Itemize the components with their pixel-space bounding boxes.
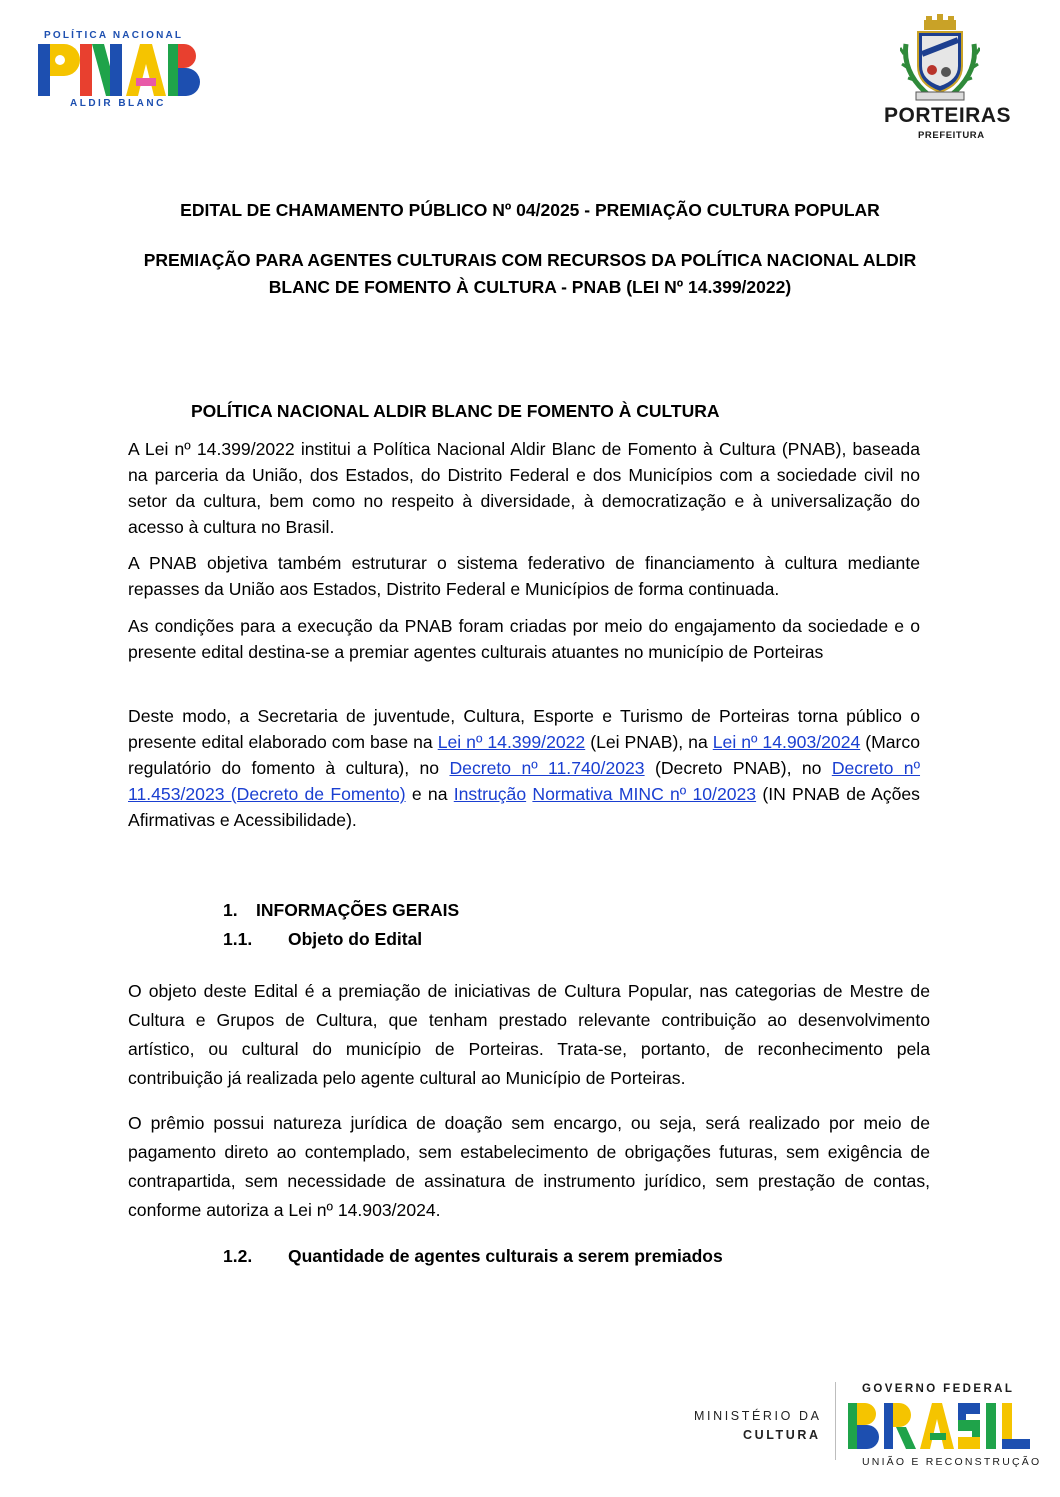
document-title: EDITAL DE CHAMAMENTO PÚBLICO Nº 04/2025 - PREMIAÇÃO CULTURA POPULAR <box>180 200 880 220</box>
porteiras-subtitle: PREFEITURA <box>918 130 985 141</box>
porteiras-coat-of-arms-icon <box>900 14 980 104</box>
link-decreto-11740[interactable]: Decreto nº 11.740/2023 <box>449 758 645 778</box>
intro-paragraph-1: A Lei nº 14.399/2022 institui a Política Nacional Aldir Blanc de Fomento à Cultura (PNAB), baseada na parceria da União, dos Estados, do Distrito Federal e dos Municípios com a sociedade civil no setor da cultura, bem como no respeito à diversidade, à democratização e à universalização do acesso à cultura no Brasil. <box>128 439 920 537</box>
object-paragraph-2: O prêmio possui natureza jurídica de doação sem encargo, ou seja, será realizado por meio de pagamento direto ao contemplado, sem estabelecimento de obrigações futuras, sem exigência de contrapartida, sem necessidade de assinatura de instrumento jurídico, sem prestação de contas, conforme autoriza a Lei nº 14.903/2024. <box>128 1113 930 1220</box>
brasil-wordmark-icon <box>848 1401 1032 1451</box>
link-instrucao[interactable]: Instrução <box>453 784 527 804</box>
document-subtitle-line-1: PREMIAÇÃO PARA AGENTES CULTURAIS COM RECURSOS DA POLÍTICA NACIONAL ALDIR <box>143 250 917 270</box>
section-title: POLÍTICA NACIONAL ALDIR BLANC DE FOMENTO À CULTURA <box>191 401 720 421</box>
intro-p4-text-2: (Lei PNAB), na <box>585 732 713 752</box>
porteiras-name: PORTEIRAS <box>884 104 1012 127</box>
section-1-1-number: 1.1. <box>223 929 253 949</box>
object-paragraph-1: O objeto deste Edital é a premiação de iniciativas de Cultura Popular, nas categorias de Mestre de Cultura e Grupos de Cultura, que tenham prestado relevante contribuição ao desenvolvimento artístico, ou cultural do município de Porteiras. Trata-se, portanto, de reconhecimento pela contribuição já realizada pelo agente cultural ao Município de Porteiras. <box>128 981 930 1088</box>
intro-p4-text-3: (Marco regulatório do fomento à cultura), no <box>128 732 920 778</box>
ministry-line-1: MINISTÉRIO DA <box>694 1409 822 1423</box>
link-decreto-11453[interactable]: Decreto nº 11.453/2023 (Decreto de Fomento) <box>128 758 921 804</box>
intro-p4-text-1: Deste modo, a Secretaria de juventude, Cultura, Esporte e Turismo de Porteiras torna público o presente edital elaborado com base na <box>128 706 920 752</box>
intro-p4-text-7: (IN PNAB de Ações Afirmativas e Acessibilidade). <box>128 784 920 830</box>
footer-divider <box>835 1382 836 1460</box>
intro-paragraph-2: A PNAB objetiva também estruturar o sistema federativo de financiamento à cultura mediante repasses da União aos Estados, Distrito Federal e Municípios de forma continuada. <box>128 553 920 599</box>
link-lei-14903[interactable]: Lei nº 14.903/2024 <box>712 732 861 752</box>
section-1-title: INFORMAÇÕES GERAIS <box>256 900 460 920</box>
gov-federal-top-text: GOVERNO FEDERAL <box>862 1383 1015 1395</box>
ministry-line-2: CULTURA <box>743 1428 821 1442</box>
intro-p4-text-5: e na <box>405 784 454 804</box>
section-1-number: 1. <box>223 900 238 920</box>
document-subtitle-line-2: BLANC DE FOMENTO À CULTURA - PNAB (LEI Nº 14.399/2022) <box>268 277 792 297</box>
pnab-logo-top-text: POLÍTICA NACIONAL <box>44 30 184 41</box>
section-1-1-title: Objeto do Edital <box>288 929 423 949</box>
pnab-logo-bottom-text: ALDIR BLANC <box>70 98 166 109</box>
document-subtitle <box>128 247 932 301</box>
gov-federal-bottom-text: UNIÃO E RECONSTRUÇÃO <box>862 1456 1042 1468</box>
section-1-2-number: 1.2. <box>223 1246 253 1266</box>
intro-paragraph-4 <box>128 703 920 833</box>
link-normativa-minc[interactable]: Normativa MINC nº 10/2023 <box>532 784 757 804</box>
pnab-wordmark-icon <box>38 42 200 98</box>
intro-paragraph-3: As condições para a execução da PNAB foram criadas por meio do engajamento da sociedade e o presente edital destina-se a premiar agentes culturais atuantes no município de Porteiras <box>128 616 920 662</box>
link-lei-14399[interactable]: Lei nº 14.399/2022 <box>437 732 586 752</box>
intro-p4-text-4: (Decreto PNAB), no <box>644 758 832 778</box>
section-1-2-title: Quantidade de agentes culturais a serem premiados <box>288 1246 723 1266</box>
